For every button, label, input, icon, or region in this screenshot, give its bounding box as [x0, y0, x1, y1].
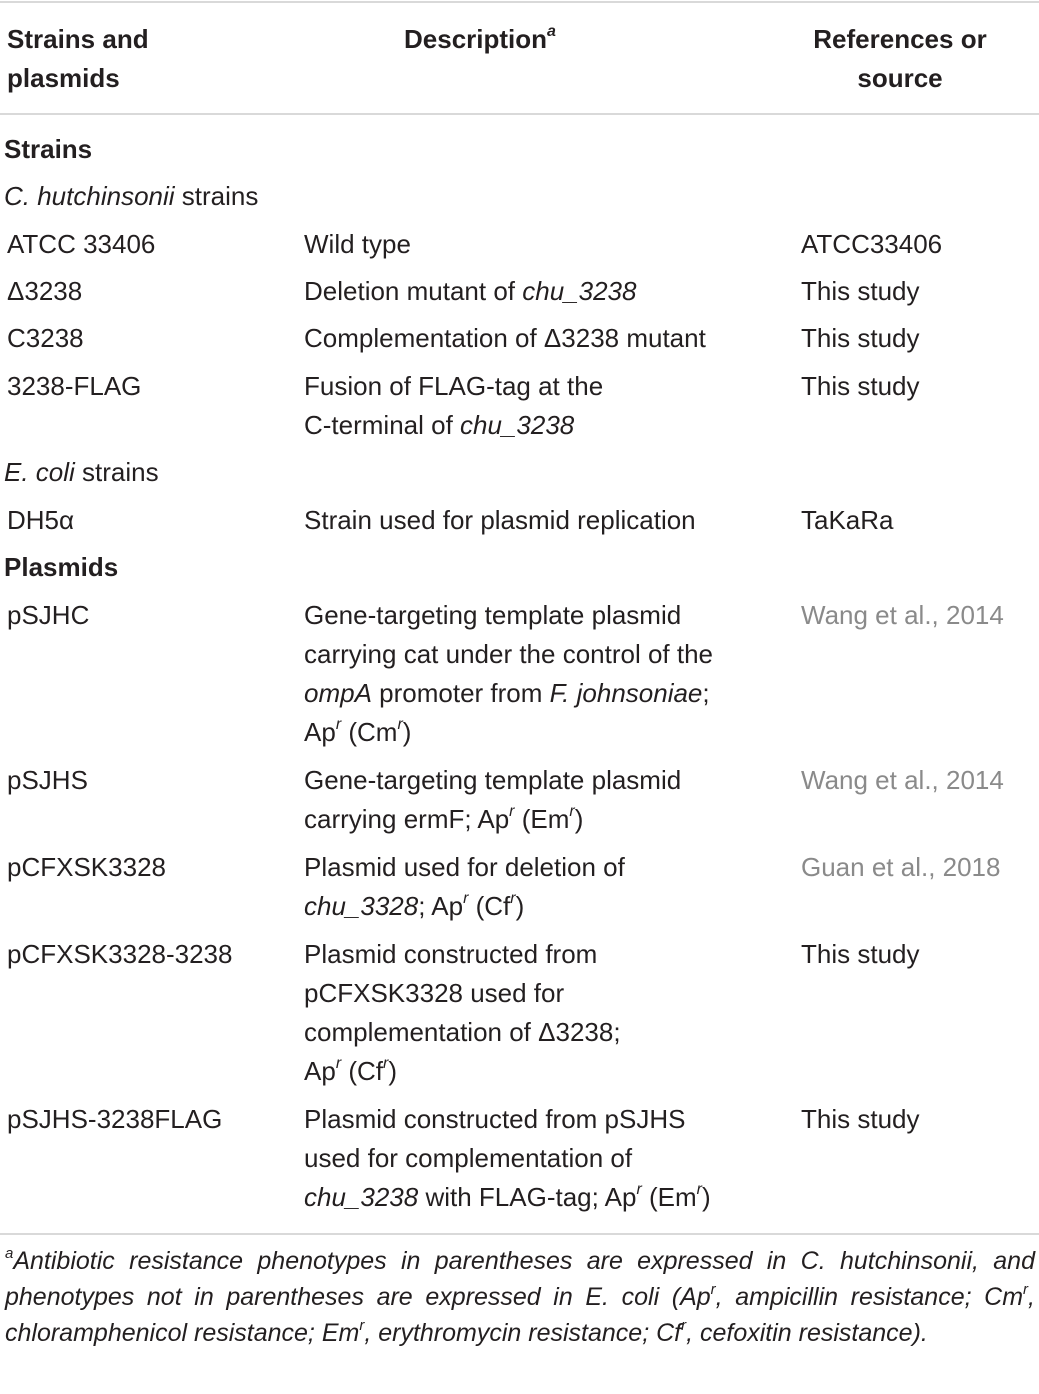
header-strains-and-plasmids: [7, 20, 149, 98]
row-d3238-desc: [304, 272, 636, 311]
row-pcfx-name: pCFXSK3328: [7, 852, 166, 882]
footnote-s3: r: [359, 1316, 365, 1334]
footnote: [5, 1243, 1035, 1351]
psjhc-l3-mid: promoter from: [371, 678, 550, 708]
row-psjhc-name: pSJHC: [7, 600, 90, 630]
row-pcfx3238-desc3: complementation of Δ3238;: [304, 1017, 621, 1047]
section-e-coli: [4, 453, 159, 492]
row-psjhsflag-desc2: used for complementation of: [304, 1143, 633, 1173]
row-dh5a-ref: TaKaRa: [801, 505, 894, 535]
row-pcfx-ref[interactable]: Guan et al., 2018: [801, 852, 1001, 882]
psjhs-l2-sup: r: [509, 803, 515, 821]
pcfx-l2-italic: chu_3328: [304, 891, 419, 921]
psjhsflag-l3-sup2: r: [696, 1181, 702, 1199]
row-psjhsflag-ref: This study: [801, 1104, 920, 1134]
row-d3238-name: Δ3238: [7, 276, 83, 306]
section-strains: Strains: [4, 134, 93, 164]
row-atcc-name: ATCC 33406: [7, 229, 156, 259]
psjhc-l4-sup2: r: [397, 716, 403, 734]
footnote-p1: Antibiotic resistance phenotypes in parentheses are expressed in C. hutchinsonii, and phenotypes not in parentheses are expressed in E. coli (Ap: [5, 1247, 1035, 1311]
section-c-hutchinsonii: [4, 177, 258, 216]
e-coli-genus: E. coli: [4, 457, 75, 487]
pcfx3238-l4: Ap: [304, 1056, 336, 1086]
footnote-p4: , erythromycin resistance; Cf: [364, 1319, 682, 1347]
row-c3238-desc: Complementation of Δ3238 mutant: [304, 323, 706, 353]
row-dh5a-desc: Strain used for plasmid replication: [304, 505, 696, 535]
row-pcfx3238-name: pCFXSK3328-3238: [7, 939, 233, 969]
footnote-s2: r: [1023, 1280, 1029, 1298]
row-pcfx-desc1: Plasmid used for deletion of: [304, 852, 625, 882]
pcfx-l2-b: (Cf: [468, 891, 511, 921]
row-psjhs-desc1: Gene-targeting template plasmid: [304, 765, 682, 795]
psjhsflag-l3-italic: chu_3238: [304, 1182, 419, 1212]
row-psjhc-desc4: [304, 713, 411, 752]
row-psjhsflag-name: pSJHS-3238FLAG: [7, 1104, 223, 1134]
footnote-p3: , chloramphenicol resistance; Em: [5, 1283, 1035, 1347]
pcfx3238-l4-end: ): [388, 1056, 398, 1086]
row-psjhs-ref[interactable]: Wang et al., 2014: [801, 765, 1004, 795]
header-description: [404, 20, 556, 59]
section-plasmids: Plasmids: [4, 552, 119, 582]
row-pcfx3238-desc4: [304, 1052, 397, 1091]
row-psjhc-desc1: Gene-targeting template plasmid: [304, 600, 682, 630]
footnote-marker: a: [5, 1244, 14, 1262]
pcfx-l2-sup: r: [463, 890, 469, 908]
row-psjhc-desc3: [304, 674, 710, 713]
pcfx3238-l4-sup2: r: [383, 1055, 389, 1073]
psjhc-l4-sup: r: [335, 716, 342, 734]
row-flag-desc2: [304, 406, 574, 445]
row-pcfx3238-ref: This study: [801, 939, 920, 969]
psjhsflag-l3-b: (Em: [641, 1182, 697, 1212]
flag-desc2-italic: chu_3238: [460, 410, 575, 440]
header-col2-sup: a: [547, 23, 556, 41]
footer-rule: [0, 1233, 1039, 1235]
row-pcfx-desc2: [304, 887, 524, 926]
psjhs-l2-end: ): [574, 804, 584, 834]
pcfx3238-l4-b: (Cf: [341, 1056, 384, 1086]
psjhc-l3-end: ;: [702, 678, 710, 708]
psjhsflag-l3-sup: r: [636, 1181, 642, 1199]
footnote-s1: r: [710, 1280, 716, 1298]
pcfx-l2-pre: ; Ap: [418, 891, 464, 921]
row-flag-desc1: Fusion of FLAG-tag at the: [304, 371, 604, 401]
row-pcfx3238-desc1: Plasmid constructed from: [304, 939, 598, 969]
header-col3-line2: source: [857, 63, 943, 93]
row-atcc-ref: ATCC33406: [801, 229, 943, 259]
psjhsflag-l3-end: ): [702, 1182, 711, 1212]
header-rule: [0, 113, 1039, 115]
pcfx3238-l4-sup: r: [335, 1055, 342, 1073]
row-flag-ref: This study: [801, 371, 920, 401]
row-psjhsflag-desc3: [304, 1178, 711, 1217]
flag-desc2-pre: C-terminal of: [304, 410, 461, 440]
footnote-s4: r: [681, 1316, 687, 1334]
row-psjhsflag-desc1: Plasmid constructed from pSJHS: [304, 1104, 686, 1134]
row-c3238-name: C3238: [7, 323, 84, 353]
header-col1-line1: Strains and: [7, 24, 149, 54]
row-psjhs-name: pSJHS: [7, 765, 88, 795]
psjhsflag-l3-pre: with FLAG-tag; Ap: [418, 1182, 637, 1212]
psjhs-l2-sup2: r: [569, 803, 575, 821]
d3238-desc-italic: chu_3238: [522, 276, 637, 306]
row-c3238-ref: This study: [801, 323, 920, 353]
row-dh5a-name: DH5α: [7, 505, 75, 535]
header-col1-line2: plasmids: [7, 63, 120, 93]
row-psjhc-ref[interactable]: Wang et al., 2014: [801, 600, 1004, 630]
footnote-p2: , ampicillin resistance; Cm: [715, 1283, 1024, 1311]
pcfx-l2-end: ): [515, 891, 525, 921]
pcfx-l2-sup2: r: [510, 890, 516, 908]
row-atcc-desc: Wild type: [304, 229, 411, 259]
row-psjhc-desc2: carrying cat under the control of the: [304, 639, 714, 669]
e-coli-suffix: strains: [74, 457, 159, 487]
d3238-desc-pre: Deletion mutant of: [304, 276, 523, 306]
header-references: [801, 20, 999, 98]
psjhc-l4: Ap: [304, 717, 336, 747]
psjhc-l4-b: (Cm: [341, 717, 398, 747]
header-col2-text: Description: [404, 24, 548, 54]
row-pcfx3238-desc2: pCFXSK3328 used for: [304, 978, 565, 1008]
psjhs-l2-pre: carrying ermF; Ap: [304, 804, 510, 834]
row-psjhs-desc2: [304, 800, 583, 839]
row-d3238-ref: This study: [801, 276, 920, 306]
header-col3-line1: References or: [813, 24, 987, 54]
psjhs-l2-b: (Em: [514, 804, 570, 834]
footnote-p5: , cefoxitin resistance).: [686, 1319, 928, 1347]
c-hutchinsonii-suffix: strains: [174, 181, 259, 211]
psjhc-l4-end: ): [402, 717, 412, 747]
c-hutchinsonii-genus: C. hutchinsonii: [4, 181, 175, 211]
psjhc-ompa: ompA: [304, 678, 372, 708]
top-rule: [0, 1, 1039, 3]
row-flag-name: 3238-FLAG: [7, 371, 142, 401]
psjhc-fjohnsoniae: F. johnsoniae: [549, 678, 703, 708]
